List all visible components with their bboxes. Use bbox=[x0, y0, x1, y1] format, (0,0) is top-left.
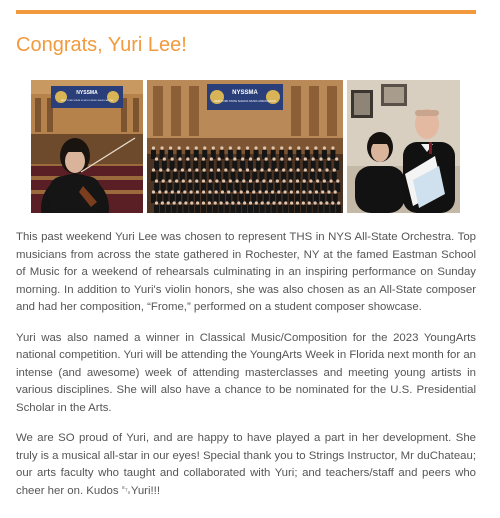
photo-with-instructor bbox=[347, 80, 460, 213]
banner-subtext: NEW YORK STATE SCHOOL MUSIC ASSOCIATION bbox=[61, 100, 113, 102]
photo-orchestra bbox=[147, 80, 343, 213]
accent-divider bbox=[16, 10, 476, 14]
photo-violinist bbox=[31, 80, 143, 213]
banner-text: NYSSMA bbox=[76, 90, 98, 96]
banner-subtext: NEW YORK STATE SCHOOL MUSIC ASSOCIATION bbox=[214, 100, 276, 103]
article-paragraph-1: This past weekend Yuri Lee was chosen to represent THS in NYS All-State Orchestra. Top musicians from across the state gathered in Rochester, NY at the famed Eastman School of Music for a weekend of rehearsals culminating in an inspiring performance on Sunday morning. In addition to Yuri's violin honors, she was also chosen as an All-State composer and had her composition, “Frome,” performed on a student composer showcase. bbox=[16, 231, 476, 313]
article-paragraph-3: We are SO proud of Yuri, and are happy to have played a part in her development. She truly is a musical all-star in our eyes! Special thank you to Strings Instructor, Mr duChateau; our arts faculty who taught and collaborated with Yuri; and teachers/staff and peers who cheer her on. Kudos ␃Yuri!!! bbox=[16, 432, 476, 497]
page-title: Congrats, Yuri Lee! bbox=[16, 34, 187, 56]
article-paragraph-2: Yuri was also named a winner in Classical Music/Composition for the 2023 YoungArts national competition. Yuri will be attending the YoungArts Week in Florida next month for an intense (and awesome) week of attending masterclasses and meeting young artists in various disciplines. She will also have a chance to be nominated for the U.S. Presidential Scholar in the Arts. bbox=[16, 331, 476, 414]
article-body bbox=[16, 229, 476, 513]
banner-text: NYSSMA bbox=[232, 90, 258, 96]
